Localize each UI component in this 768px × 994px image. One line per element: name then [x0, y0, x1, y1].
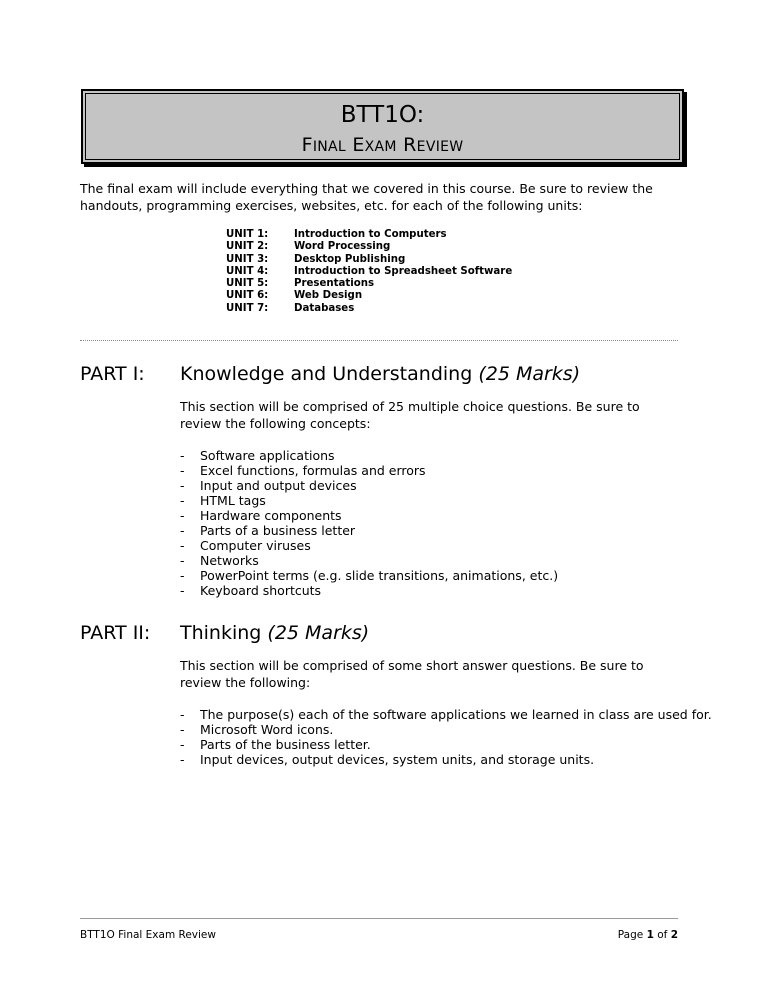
unit-row — [226, 303, 512, 315]
part1-description: This section will be comprised of 25 multiple choice questions. Be sure to review the following concepts: — [180, 399, 640, 431]
unit-row — [226, 290, 512, 302]
part1-concept-list — [180, 448, 558, 598]
dotted-divider — [80, 340, 678, 341]
unit-number: UNIT 4: — [226, 265, 269, 277]
unit-row — [226, 266, 512, 278]
part1-marks: (25 Marks) — [478, 363, 581, 385]
unit-name: Presentations — [294, 278, 375, 290]
title-box — [81, 89, 684, 164]
unit-number: UNIT 1: — [226, 229, 269, 240]
list-item: - Microsoft Word icons. — [180, 722, 334, 737]
list-item: - Hardware components — [180, 508, 342, 523]
unit-name: Web Design — [294, 290, 363, 302]
unit-name: Databases — [294, 302, 355, 314]
list-item: - Software applications — [180, 448, 335, 463]
part2-heading: Thinking (25 Marks) — [180, 622, 370, 644]
list-item: - Keyboard shortcuts — [180, 583, 322, 598]
intro-paragraph: The final exam will include everything that we covered in this course. Be sure to review the handouts, programming exercises, websites, etc. for each of the following units: — [80, 181, 653, 213]
list-item: - Networks — [180, 553, 259, 568]
unit-row — [226, 278, 512, 290]
list-item: - Input devices, output devices, system units, and storage units. — [180, 752, 595, 767]
units-list — [226, 229, 512, 315]
unit-row — [226, 229, 512, 241]
footer-title: BTT1O Final Exam Review — [80, 929, 216, 941]
page-number: Page 1 of 2 — [617, 929, 678, 941]
list-item: - HTML tags — [180, 493, 266, 508]
list-item: - PowerPoint terms (e.g. slide transitions, animations, etc.) — [180, 568, 559, 583]
list-item: - Excel functions, formulas and errors — [180, 463, 426, 478]
list-item: - Parts of the business letter. — [180, 737, 371, 752]
unit-name: Word Processing — [294, 241, 391, 253]
part2-review-list — [180, 707, 712, 767]
list-item: - Parts of a business letter — [180, 523, 356, 538]
unit-number: UNIT 3: — [226, 253, 269, 265]
part1-heading: Knowledge and Understanding (25 Marks) — [180, 363, 581, 385]
unit-number: UNIT 2: — [226, 241, 269, 253]
unit-name: Introduction to Spreadsheet Software — [294, 265, 513, 277]
part2-label: PART II: — [80, 622, 151, 644]
footer-divider — [80, 918, 678, 919]
part2-description: This section will be comprised of some short answer questions. Be sure to review the following: — [180, 658, 644, 690]
unit-name: Desktop Publishing — [294, 253, 406, 265]
part1-label: PART I: — [80, 363, 145, 385]
unit-number: UNIT 7: — [226, 302, 269, 314]
unit-number: UNIT 5: — [226, 278, 269, 290]
unit-row — [226, 254, 512, 266]
subtitle-word-2: EXAM — [352, 134, 397, 156]
unit-number: UNIT 6: — [226, 290, 269, 302]
unit-name: Introduction to Computers — [294, 229, 447, 240]
list-item: - Computer viruses — [180, 538, 311, 553]
document-title: BTT1O: — [340, 102, 425, 128]
subtitle-word-1: FINAL — [301, 134, 346, 156]
list-item: - The purpose(s) each of the software applications we learned in class are used for. — [180, 707, 712, 722]
part2-marks: (25 Marks) — [267, 622, 370, 644]
unit-row — [226, 241, 512, 253]
document-subtitle — [83, 133, 682, 159]
list-item: - Input and output devices — [180, 478, 357, 493]
subtitle-word-3: REVIEW — [403, 134, 464, 156]
